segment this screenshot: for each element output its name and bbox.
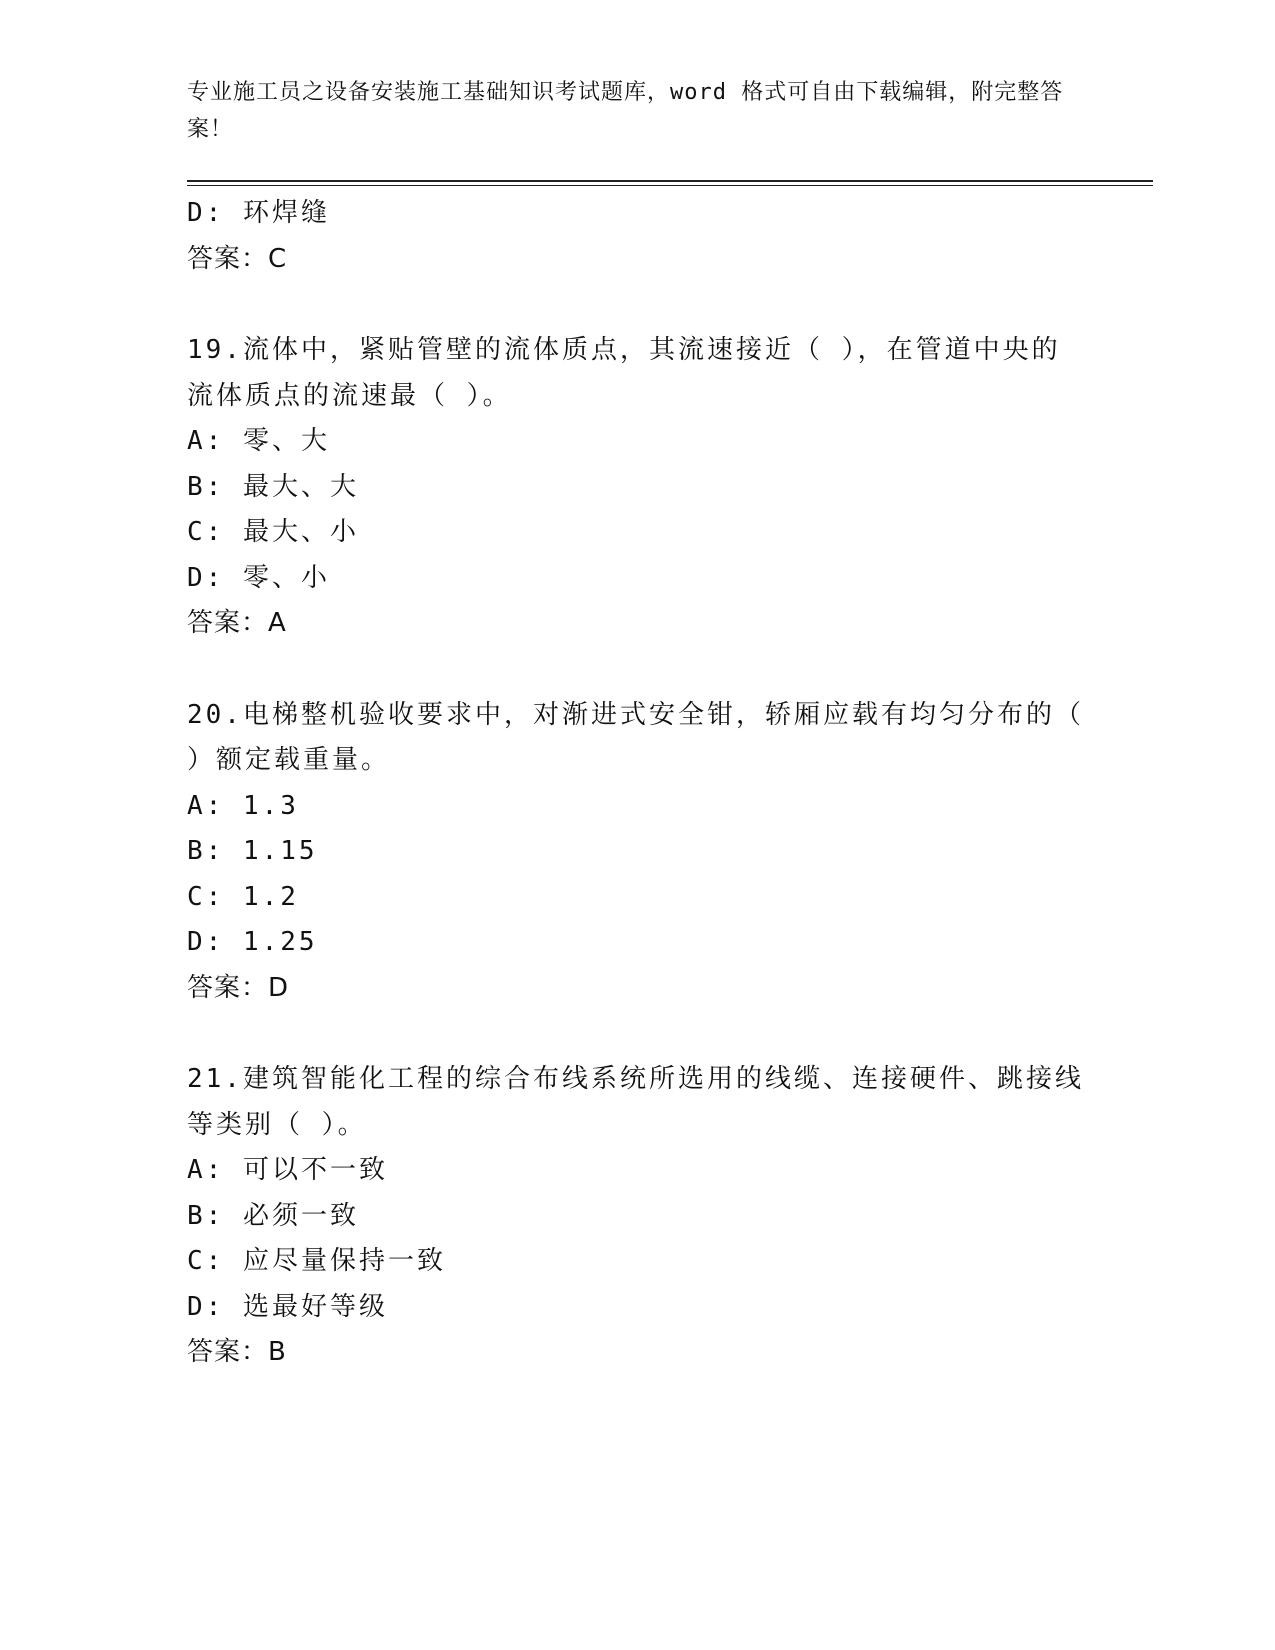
option-d: D: 零、小 <box>187 562 330 593</box>
document-body <box>187 191 1087 1376</box>
question-21 <box>187 1057 1087 1376</box>
question-text-line: 流体质点的流速最（ ）。 <box>187 380 512 411</box>
option-a: A: 零、大 <box>187 426 330 456</box>
document-header: 专业施工员之设备安装施工基础知识考试题库，word 格式可自由下载编辑，附完整答案！ <box>187 80 1064 142</box>
question-text-line: 20.电梯整机验收要求中，对渐进式安全钳，轿厢应载有均匀分布的（ <box>187 699 1084 730</box>
question-text-line: 等类别（ ）。 <box>187 1109 367 1140</box>
option-c: C: 应尽量保持一致 <box>187 1246 446 1276</box>
option-c: C: 最大、小 <box>187 517 359 547</box>
option-a: A: 1.3 <box>187 790 299 821</box>
header-rule-thin <box>187 185 1153 186</box>
option-d: D: 1.25 <box>187 927 318 957</box>
option-d: D: 选最好等级 <box>187 1291 388 1322</box>
answer: 答案：D <box>187 972 290 1003</box>
question-text-line: 21.建筑智能化工程的综合布线系统所选用的线缆、连接硬件、跳接线 <box>187 1064 1084 1094</box>
question-19 <box>187 328 1087 647</box>
answer: 答案：A <box>187 608 287 638</box>
option-d: D: 环焊缝 <box>187 198 330 228</box>
question-text-line: ）额定载重量。 <box>187 745 391 775</box>
option-c: C: 1.2 <box>187 881 299 912</box>
question-text-line: 19.流体中，紧贴管壁的流体质点，其流速接近（ ），在管道中央的 <box>187 335 1061 365</box>
answer: 答案：B <box>187 1337 287 1367</box>
option-b: B: 最大、大 <box>187 471 359 502</box>
option-b: B: 1.15 <box>187 836 318 866</box>
header-rule-thick <box>187 180 1153 182</box>
answer: 答案：C <box>187 243 288 274</box>
question-20 <box>187 693 1087 1012</box>
option-a: A: 可以不一致 <box>187 1155 388 1185</box>
option-b: B: 必须一致 <box>187 1200 359 1231</box>
